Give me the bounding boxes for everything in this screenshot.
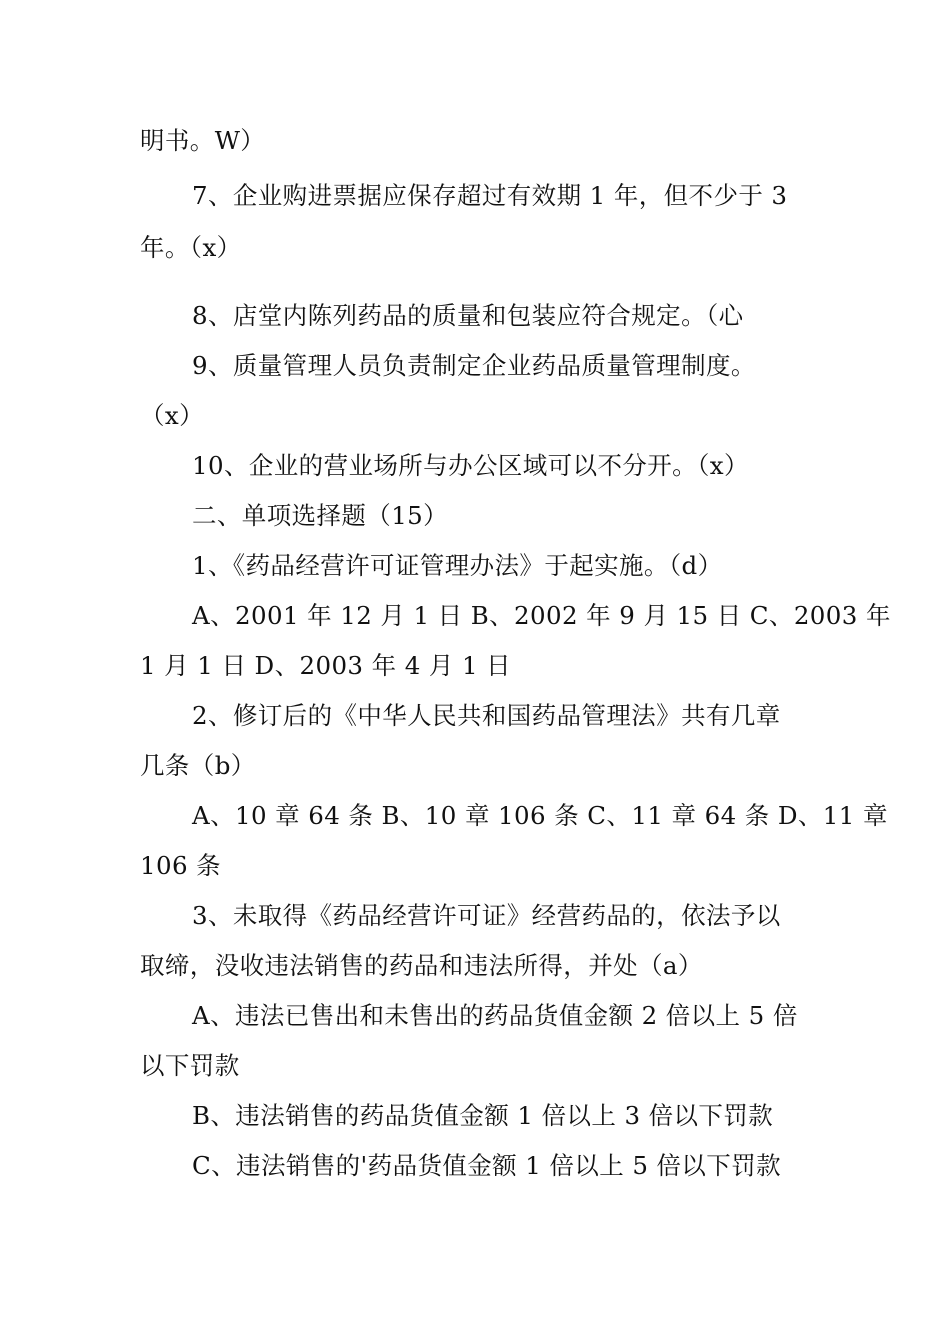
question-8: 8、店堂内陈列药品的质量和包装应符合规定。（心 [192, 301, 744, 330]
question-7-continuation: 年。（x） [140, 233, 242, 262]
mc-question-3-option-c: C、违法销售的'药品货值金额 1 倍以上 5 倍以下罚款 [192, 1151, 782, 1180]
mc-question-3-option-a-continuation: 以下罚款 [140, 1051, 240, 1080]
question-10: 10、企业的营业场所与办公区域可以不分开。（x） [192, 451, 749, 480]
mc-question-1-options: A、2001 年 12 月 1 日 B、2002 年 9 月 15 日 C、2003 年 [192, 601, 891, 630]
question-7: 7、企业购进票据应保存超过有效期 1 年，但不少于 3 [192, 181, 788, 210]
question-9: 9、质量管理人员负责制定企业药品质量管理制度。 [192, 351, 756, 380]
mc-question-3-continuation: 取缔，没收违法销售的药品和违法所得，并处（a） [140, 951, 703, 980]
mc-question-1-options-continuation: 1 月 1 日 D、2003 年 4 月 1 日 [140, 651, 512, 680]
mc-question-3: 3、未取得《药品经营许可证》经营药品的，依法予以 [192, 901, 781, 930]
section-heading: 二、单项选择题（15） [192, 501, 449, 530]
mc-question-2: 2、修订后的《中华人民共和国药品管理法》共有几章 [192, 701, 781, 730]
mc-question-3-option-b: B、违法销售的药品货值金额 1 倍以上 3 倍以下罚款 [192, 1101, 774, 1130]
mc-question-1: 1、《药品经营许可证管理办法》于起实施。（d） [192, 551, 723, 580]
mc-question-2-options: A、10 章 64 条 B、10 章 106 条 C、11 章 64 条 D、11 章 [192, 801, 888, 830]
mc-question-2-options-continuation: 106 条 [140, 851, 222, 880]
mc-question-3-option-a: A、违法已售出和未售出的药品货值金额 2 倍以上 5 倍 [192, 1001, 798, 1030]
question-9-continuation: （x） [140, 401, 205, 430]
text-line-continuation: 明书。W） [140, 126, 266, 155]
mc-question-2-continuation: 几条（b） [140, 751, 256, 780]
